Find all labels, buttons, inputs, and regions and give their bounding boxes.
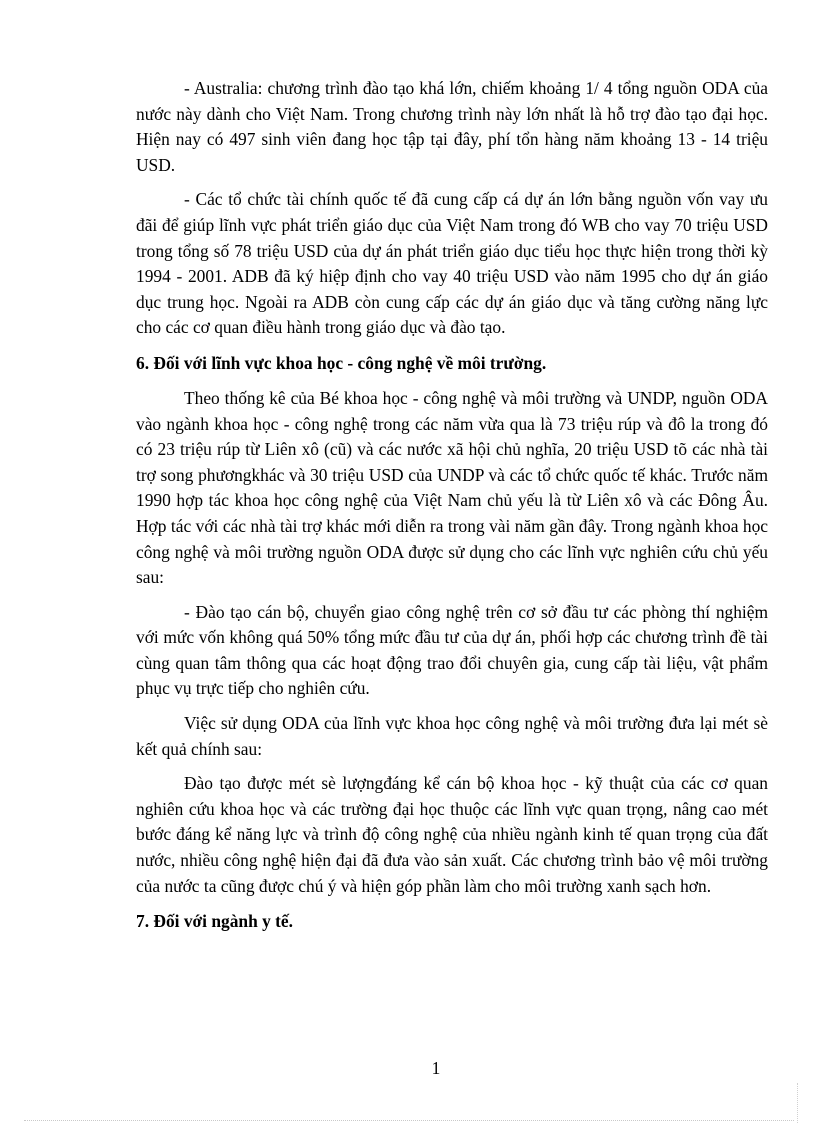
section-heading-7: 7. Đối với ngành y tế. bbox=[136, 911, 293, 932]
paragraph-training-transfer: - Đào tạo cán bộ, chuyển giao công nghệ trên cơ sở đầu tư các phòng thí nghiệm với mức vốn không quá 50% tổng mức đầu tư của dự án, phối hợp các chương trình đề tài cùng quan tâm thông qua các hoạt động trao đổi chuyên gia, cung cấp tài liệu, vật phẩm phục vụ trực tiếp cho nghiên cứu. bbox=[136, 601, 768, 699]
paragraph-oda-statistics: Theo thống kê của Bé khoa học - công nghệ và môi trường và UNDP, nguồn ODA vào ngành khoa học - công nghệ trong các năm vừa qua là 73 triệu rúp và đô la trong đó có 23 triệu rúp từ Liên xô (cũ) và các nước xã hội chủ nghĩa, 20 triệu USD tõ các nhà tài trợ song phươngkhác và 30 triệu USD của UNDP và các tổ chức quốc tế khác. Trước năm 1990 hợp tác khoa học công nghệ của Việt Nam chủ yếu là từ Liên xô và các Đông Âu. Hợp tác với các nhà tài trợ khác mới diễn ra trong vài năm gần đây. Trong ngành khoa học công nghệ và môi trường nguồn ODA được sử dụng cho các lĩnh vực nghiên cứu chủ yếu sau: bbox=[136, 387, 768, 588]
paragraph-australia: - Australia: chương trình đào tạo khá lớn, chiếm khoảng 1/ 4 tổng nguồn ODA của nước này dành cho Việt Nam. Trong chương trình này lớn nhất là hỗ trợ đào tạo đại học. Hiện nay có 497 sinh viên đang học tập tại đây, phí tổn hàng năm khoảng 13 - 14 triệu USD. bbox=[136, 78, 768, 175]
paragraph-results-intro: Việc sử dụng ODA của lĩnh vực khoa học công nghệ và môi trường đưa lại mét sè kết quả chính sau: bbox=[136, 713, 768, 759]
paragraph-results-detail: Đào tạo được mét sè lượngđáng kể cán bộ khoa học - kỹ thuật của các cơ quan nghiên cứu khoa học và các trường đại học thuộc các lĩnh vực quan trọng, nâng cao mét bước đáng kể năng lực và trình độ công nghệ của nhiều ngành kinh tế quan trọng của đất nước, nhiều công nghệ hiện đại đã đưa vào sản xuất. Các chương trình bảo vệ môi trường của nước ta cũng được chú ý và hiện góp phần làm cho môi trường xanh sạch hơn. bbox=[136, 773, 768, 896]
section-heading-6: 6. Đối với lĩnh vực khoa học - công nghệ về môi trường. bbox=[136, 352, 547, 373]
paragraph-international-finance: - Các tổ chức tài chính quốc tế đã cung cấp cá dự án lớn bằng nguồn vốn vay ưu đãi để giúp lĩnh vực phát triển giáo dục của Việt Nam trong đó WB cho vay 70 triệu USD trong tổng số 78 triệu USD của dự án phát triển giáo dục tiểu học thực hiện trong thời kỳ 1994 - 2001. ADB đã ký hiệp định cho vay 40 triệu USD vào năm 1995 cho dự án giáo dục trung học. Ngoài ra ADB còn cung cấp các dự án giáo dục và tăng cường năng lực cho các cơ quan điều hành trong giáo dục và đào tạo. bbox=[136, 189, 768, 338]
page-number: 1 bbox=[431, 1058, 441, 1078]
footer-divider bbox=[24, 1120, 794, 1121]
page-corner-marker bbox=[797, 1083, 798, 1123]
page-body bbox=[136, 76, 768, 944]
